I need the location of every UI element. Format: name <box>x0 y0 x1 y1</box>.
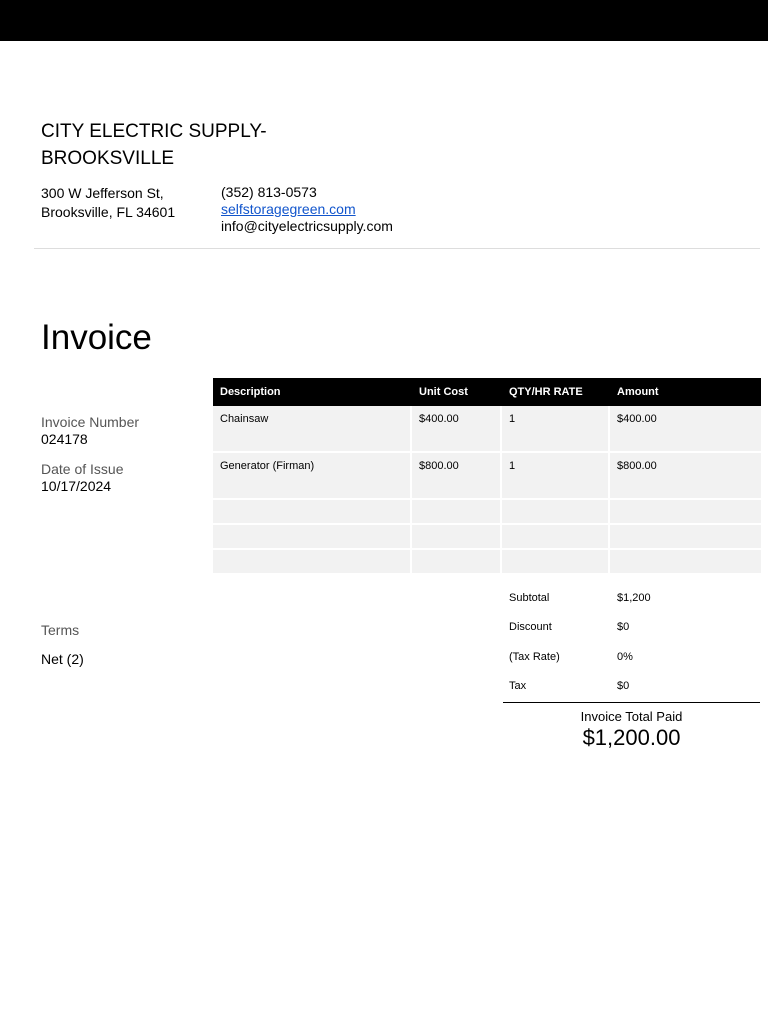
table-header-row <box>213 378 761 406</box>
company-address <box>41 184 175 222</box>
date-of-issue: 10/17/2024 <box>41 478 112 494</box>
tax-rate-label: (Tax Rate) <box>509 651 560 663</box>
tax-rate-value: 0% <box>617 651 633 663</box>
invoice-title: Invoice <box>41 318 152 357</box>
header-divider <box>34 248 760 249</box>
cell-unit-cost: $800.00 <box>412 453 502 500</box>
tax-value: $0 <box>617 680 630 692</box>
cell-description <box>213 500 412 525</box>
company-contact <box>221 184 393 235</box>
company-name: CITY ELECTRIC SUPPLY-BROOKSVILLE <box>41 121 267 169</box>
cell-amount <box>610 550 761 575</box>
terms-value: Net (2) <box>41 651 84 667</box>
cell-description <box>213 525 412 550</box>
cell-unit-cost: $400.00 <box>412 406 502 453</box>
top-bar <box>0 0 768 41</box>
subtotal-value: $1,200 <box>617 592 651 604</box>
cell-qty <box>502 525 610 550</box>
discount-label: Discount <box>509 621 552 633</box>
cell-unit-cost <box>412 500 502 525</box>
cell-description: Chainsaw <box>213 406 412 453</box>
column-header-qty: QTY/HR RATE <box>502 378 610 406</box>
table-row <box>213 500 761 525</box>
phone-number: (352) 813-0573 <box>221 184 317 200</box>
totals-divider <box>503 702 760 703</box>
subtotal-label: Subtotal <box>509 592 550 604</box>
cell-amount <box>610 500 761 525</box>
cell-qty: 1 <box>502 453 610 500</box>
table-row <box>213 550 761 575</box>
invoice-total-label: Invoice Total Paid <box>580 709 683 724</box>
cell-amount: $400.00 <box>610 406 761 453</box>
column-header-description: Description <box>213 378 412 406</box>
table-row <box>213 453 761 500</box>
discount-value: $0 <box>617 621 630 633</box>
cell-qty <box>502 500 610 525</box>
cell-amount <box>610 525 761 550</box>
invoice-number: 024178 <box>41 431 88 447</box>
column-header-unit-cost: Unit Cost <box>412 378 502 406</box>
invoice-number-label: Invoice Number <box>41 414 140 430</box>
cell-amount: $800.00 <box>610 453 761 500</box>
tax-label: Tax <box>509 680 527 692</box>
invoice-total-value: $1,200.00 <box>582 725 681 750</box>
address-line-1: 300 W Jefferson St, <box>41 185 164 201</box>
cell-description <box>213 550 412 575</box>
cell-unit-cost <box>412 525 502 550</box>
cell-unit-cost <box>412 550 502 575</box>
terms-label: Terms <box>41 622 80 638</box>
table-row <box>213 525 761 550</box>
line-items-table <box>213 378 761 575</box>
table-row <box>213 406 761 453</box>
email-address: info@cityelectricsupply.com <box>221 218 393 234</box>
cell-description: Generator (Firman) <box>213 453 412 500</box>
date-of-issue-label: Date of Issue <box>41 461 124 477</box>
cell-qty <box>502 550 610 575</box>
address-line-2: Brooksville, FL 34601 <box>41 204 176 220</box>
website-link[interactable]: selfstoragegreen.com <box>221 201 356 217</box>
cell-qty: 1 <box>502 406 610 453</box>
column-header-amount: Amount <box>610 378 761 406</box>
